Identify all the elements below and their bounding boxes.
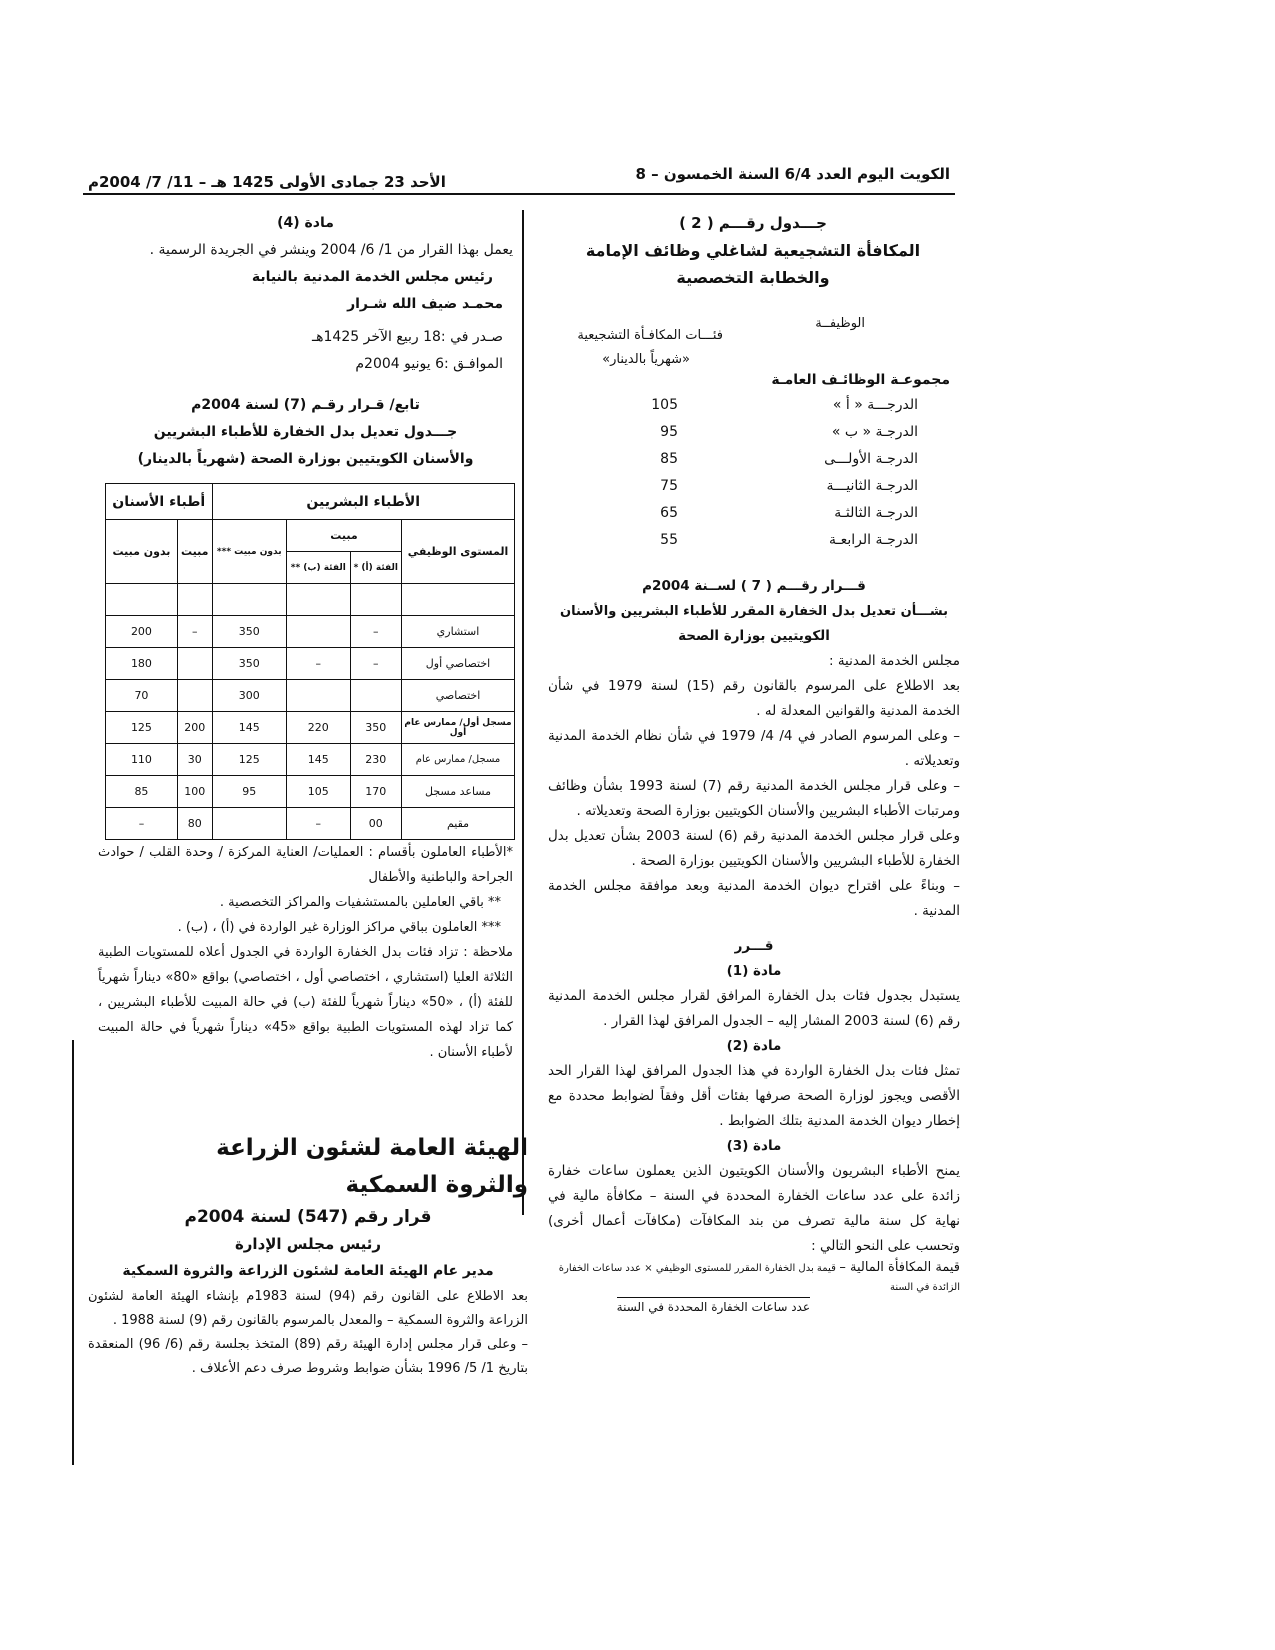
council-label: مجلس الخدمة المدنية : — [828, 653, 960, 669]
cell-cat-b: 105 — [287, 776, 351, 808]
table2-subtitle-1: المكافأة التشجيعية لشاغلي وظائف الإمامة — [585, 241, 921, 260]
cell-dent-no-overnight: 85 — [106, 776, 178, 808]
note: ** باقي العاملين بالمستشفيات والمراكز التخصصية . — [219, 895, 501, 910]
note: *** العاملون بباقي مراكز الوزارة غير الواردة في (أ) ، (ب) . — [177, 920, 501, 935]
article-4-title: مادة (4) — [277, 215, 334, 231]
cell-cat-a: 230 — [350, 744, 401, 776]
cell-dent-overnight — [177, 680, 212, 712]
table2-subtitle-2: والخطابة التخصصية — [676, 268, 830, 287]
header-rule — [83, 193, 955, 195]
decree-subtitle-1: بشـــأن تعديل بدل الخفارة المقرر للأطباء البشريين والأسنان — [559, 604, 949, 619]
grade-row — [618, 532, 918, 559]
table2-col-job: الوظيفــة — [815, 316, 865, 331]
grade-row — [618, 451, 918, 478]
table-spacer-row — [106, 584, 515, 616]
cell-cat-b: – — [287, 648, 351, 680]
signatory-role: رئيس مجلس الخدمة المدنية بالنيابة — [251, 269, 493, 285]
cell-level: مسجل أول/ ممارس عام أول — [402, 712, 515, 744]
table-row — [106, 712, 515, 744]
header-overnight-dent: مبيت — [177, 520, 212, 584]
cell-dent-no-overnight: 200 — [106, 616, 178, 648]
cell-cat-b: 145 — [287, 744, 351, 776]
cell-cat-a: 00 — [350, 808, 401, 840]
cell-cat-a: – — [350, 648, 401, 680]
grade-label: الدرجـــة « أ » — [832, 397, 918, 413]
cell-level: اختصاصي أول — [402, 648, 515, 680]
board-chair: رئيس مجلس الإدارة — [234, 1235, 382, 1253]
grade-value: 55 — [660, 532, 678, 548]
article-3-text: يمنح الأطباء البشريون والأسنان الكويتيون الذين يعملون ساعات خفارة زائدة على عدد ساعات الخفارة المحددة في السنة – مكافأة مالية في نهاية كل سنة مالية تصرف من بند المكافآت (مكافآت أعمال أخرى) وتحسب على النحو التالي : — [548, 1163, 960, 1254]
cell-cat-a: 350 — [350, 712, 401, 744]
cell-level: مساعد مسجل — [402, 776, 515, 808]
continued-decree-title: تابع/ قـرار رقـم (7) لسنة 2004م — [191, 397, 420, 413]
decision-body — [88, 1285, 528, 1381]
cell-dent-overnight: – — [177, 616, 212, 648]
cell-dent-overnight — [177, 648, 212, 680]
header-cat-b: الفئة (ب) ** — [287, 552, 351, 584]
paragraph: بعد الاطلاع على القانون رقم (94) لسنة 1983م بإنشاء الهيئة العامة لشئون الزراعة والثروة السمكية – والمعدل بالمرسوم بالقانون رقم (9) لسنة 1988 . — [88, 1289, 528, 1328]
cell-dent-overnight: 100 — [177, 776, 212, 808]
cell-cat-b — [287, 680, 351, 712]
formula-denominator: عدد ساعات الخفارة المحددة في السنة — [617, 1297, 810, 1316]
cell-no-overnight: 300 — [212, 680, 287, 712]
continued-table-subtitle-2: والأسنان الكويتيين بوزارة الصحة (شهرياً بالدينار) — [137, 451, 474, 467]
grade-row — [618, 424, 918, 451]
grade-label: الدرجـة الأولـــى — [824, 451, 918, 467]
cell-dent-no-overnight: 70 — [106, 680, 178, 712]
cell-no-overnight: 125 — [212, 744, 287, 776]
decree-title: قـــرار رقـــم ( 7 ) لســنة 2004م — [642, 578, 866, 594]
paragraph: – وبناءً على اقتراح ديوان الخدمة المدنية وبعد موافقة مجلس الخدمة المدنية . — [548, 878, 960, 919]
corresponding-date: الموافـق :6 يونيو 2004م — [355, 356, 503, 372]
cell-dent-no-overnight: 180 — [106, 648, 178, 680]
cell-no-overnight: 95 — [212, 776, 287, 808]
cell-dent-overnight: 200 — [177, 712, 212, 744]
cell-no-overnight: 350 — [212, 648, 287, 680]
formula-label: قيمة المكافأة المالية – — [839, 1260, 960, 1275]
paragraph: بعد الاطلاع على المرسوم بالقانون رقم (15) لسنة 1979 في شأن الخدمة المدنية والقوانين المعدلة له . — [548, 678, 960, 719]
decree-body — [548, 574, 960, 1317]
article-1-title: مادة (1) — [726, 963, 782, 979]
table2-title: جـــدول رقـــم ( 2 ) — [679, 214, 827, 232]
cell-cat-b: – — [287, 808, 351, 840]
header-dentists: أطباء الأسنان — [106, 484, 213, 520]
article-1-text: يستبدل بجدول فئات بدل الخفارة المرافق لقرار مجلس الخدمة المدنية رقم (6) لسنة 2003 المشار إليه – الجدول المرافق لهذا القرار . — [548, 988, 960, 1029]
table-row — [106, 648, 515, 680]
table-row — [106, 616, 515, 648]
grade-value: 95 — [660, 424, 678, 440]
continued-table-subtitle-1: جـــدول تعديل بدل الخفارة للأطباء البشريين — [153, 424, 458, 440]
cell-level: مقيم — [402, 808, 515, 840]
article-2-title: مادة (2) — [726, 1038, 782, 1054]
decision-title: قرار رقم (547) لسنة 2004م — [184, 1207, 432, 1227]
cell-dent-no-overnight: 110 — [106, 744, 178, 776]
table-header-row — [106, 484, 515, 520]
grade-value: 105 — [651, 397, 678, 413]
header-overnight-phys: مبيت — [287, 520, 402, 552]
table2-col-bonus-1: فئـــات المكافـأة التشجيعية — [577, 328, 723, 343]
right-column — [548, 210, 958, 291]
cell-level: مسجل/ ممارس عام — [402, 744, 515, 776]
signatory-name: محمـد ضيف الله شـرار — [347, 296, 503, 312]
grade-value: 65 — [660, 505, 678, 521]
table-row — [106, 776, 515, 808]
issued-date: صـدر في :18 ربيع الآخر 1425هـ — [312, 329, 503, 345]
grade-value: 85 — [660, 451, 678, 467]
header-physicians: الأطباء البشريين — [212, 484, 514, 520]
formula — [548, 1259, 960, 1317]
grade-value: 75 — [660, 478, 678, 494]
table-notes — [98, 840, 513, 1065]
authority-title-2: والثروة السمكية — [345, 1172, 528, 1198]
article-2-text: تمثل فئات بدل الخفارة الواردة في هذا الجدول المرافق لهذا القرار الحد الأقصى ويجوز لوزارة الصحة صرفها بفئات أقل وفقاً لضوابط محددة مع إخطار ديوان الخدمة المدنية بتلك الضوابط . — [548, 1063, 960, 1129]
paragraph: – وعلى قرار مجلس الخدمة المدنية رقم (7) لسنة 1993 بشأن وظائف ومرتبات الأطباء البشريين والأسنان الكويتيين بوزارة الصحة وتعديلاته . — [548, 778, 960, 819]
table-row — [106, 680, 515, 712]
authority-section — [88, 1130, 528, 1381]
cell-no-overnight: 350 — [212, 616, 287, 648]
remark: ملاحظة : تزاد فئات بدل الخفارة الواردة في الجدول أعلاه للمستويات الطبية الثلاثة العليا (استشاري ، اختصاصي أول ، اختصاصي) بواقع «80» ديناراً شهرياً للفئة (أ) ، «50» ديناراً شهرياً للفئة (ب) في حالة المبيت للأطباء البشريين ، كما تزاد لهذه المستويات الطبية بواقع «45» ديناراً شهرياً في حالة المبيت لأطباء الأسنان . — [98, 945, 514, 1060]
column-divider — [522, 210, 524, 1215]
left-margin-bar — [72, 1040, 74, 1465]
header-cat-a: الفئة (أ) * — [350, 552, 401, 584]
header-left: الأحد 23 جمادى الأولى 1425 هـ – 11/ 7/ 2004م — [88, 173, 446, 191]
table2-col-bonus-2: «شهرياً بالدينار» — [602, 352, 690, 367]
cell-dent-no-overnight: 125 — [106, 712, 178, 744]
grade-label: الدرجـة « ب » — [831, 424, 918, 440]
left-column-top — [98, 210, 513, 473]
cell-cat-b — [287, 616, 351, 648]
decided-heading: قـــرر — [734, 938, 774, 954]
cell-level: اختصاصي — [402, 680, 515, 712]
formula-numerator: قيمة بدل الخفارة المقرر للمستوى الوظيفي × عدد ساعات الخفارة الزائدة في السنة — [558, 1263, 960, 1293]
decree-subtitle-2: الكويتيين بوزارة الصحة — [678, 628, 830, 644]
grades-list — [618, 397, 918, 559]
cell-cat-b: 220 — [287, 712, 351, 744]
cell-dent-overnight: 30 — [177, 744, 212, 776]
note: *الأطباء العاملون بأقسام : العمليات/ العناية المركزة / وحدة القلب / حوادث الجراحة والباطنية والأطفال — [98, 845, 513, 885]
table-row — [106, 744, 515, 776]
cell-dent-overnight: 80 — [177, 808, 212, 840]
header-level: المستوى الوظيفي — [402, 520, 515, 584]
grade-label: الدرجـة الرابعـة — [828, 532, 918, 548]
grade-label: الدرجـة الثالثـة — [834, 505, 918, 521]
cell-level: استشاري — [402, 616, 515, 648]
paragraph: – وعلى المرسوم الصادر في 4/ 4/ 1979 في شأن نظام الخدمة المدنية وتعديلاته . — [548, 728, 961, 769]
grade-row — [618, 505, 918, 532]
grade-row — [618, 478, 918, 505]
cell-no-overnight: 145 — [212, 712, 287, 744]
cell-cat-a: – — [350, 616, 401, 648]
article-4-text: يعمل بهذا القرار من 1/ 6/ 2004 وينشر في الجريدة الرسمية . — [149, 242, 513, 258]
article-3-title: مادة (3) — [726, 1138, 782, 1154]
grade-label: الدرجـة الثانيـــة — [826, 478, 918, 494]
header-no-overnight-phys: بدون مبيت *** — [212, 520, 287, 584]
header-right: الكويت اليوم العدد 6/4 السنة الخمسون – 8 — [635, 165, 950, 183]
paragraph: – وعلى قرار مجلس إدارة الهيئة رقم (89) المتخذ بجلسة رقم (6/ 96) المنعقدة بتاريخ 1/ 5/ 1996 بشأن ضوابط وشروط صرف دعم الأعلاف . — [88, 1337, 529, 1376]
director-title: مدير عام الهيئة العامة لشئون الزراعة والثروة السمكية — [122, 1263, 494, 1279]
cell-cat-a: 170 — [350, 776, 401, 808]
header-no-overnight-dent: بدون مبيت — [106, 520, 178, 584]
group-title: مجموعـة الوظائـف العامـة — [771, 372, 950, 388]
paragraph: وعلى قرار مجلس الخدمة المدنية رقم (6) لسنة 2003 بشأن تعديل بدل الخفارة للأطباء البشريين والأسنان الكويتيين بوزارة الصحة . — [548, 828, 960, 869]
authority-title-1: الهيئة العامة لشئون الزراعة — [216, 1135, 528, 1161]
table-header-row — [106, 520, 515, 552]
stipend-table — [105, 483, 515, 840]
cell-cat-a — [350, 680, 401, 712]
table-row — [106, 808, 515, 840]
grade-row — [618, 397, 918, 424]
cell-no-overnight — [212, 808, 287, 840]
cell-dent-no-overnight: – — [106, 808, 178, 840]
